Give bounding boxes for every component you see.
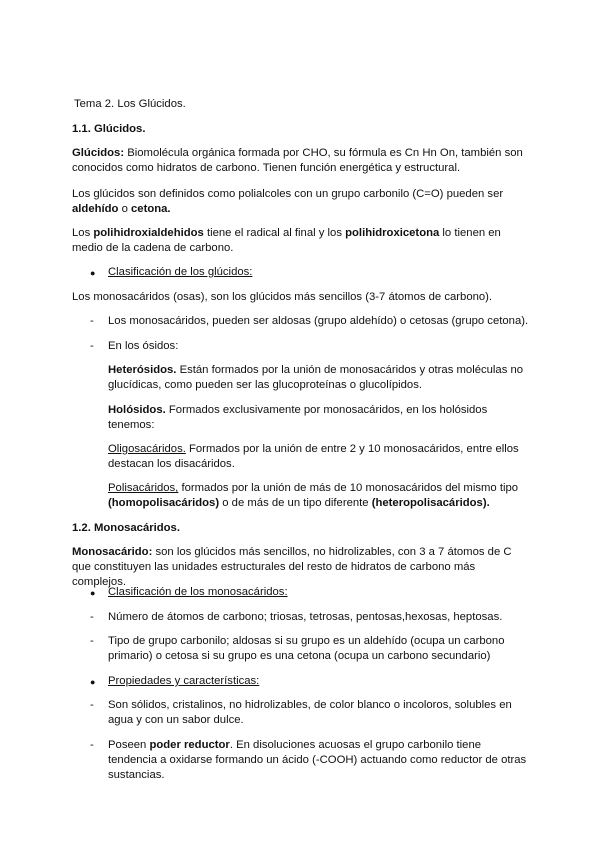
topic-title: Tema 2. Los Glúcidos. [74, 98, 186, 110]
dash-glyph: - [90, 340, 94, 352]
paragraph-holosidos: Holósidos. Formados exclusivamente por monosacáridos, en los holósidos tenemos: [108, 404, 488, 431]
paragraph-monosacaridos-osas: Los monosacáridos (osas), son los glúcidos más sencillos (3-7 átomos de carbono). [72, 291, 493, 303]
dash-glyph: - [90, 739, 94, 751]
dash-item-poder-reductor: Poseen poder reductor. En disoluciones acuosas el grupo carbonilo tiene tendencia a oxidarse formando un ácido (-COOH) actuando como reductor de otras sustancias. [108, 739, 527, 781]
paragraph-heterosidos: Heterósidos. Están formados por la unión de monosacáridos y otras moléculas no glucídicas, como pueden ser las glucoproteínas o glucolípidos. [108, 364, 524, 391]
bullet-propiedades: Propiedades y características: [108, 675, 260, 687]
dash-glyph: - [90, 699, 94, 711]
bullet-clasificacion-glucidos: Clasificación de los glúcidos: [108, 266, 253, 278]
section-heading-2: 1.2. Monosacáridos. [72, 522, 180, 534]
dash-item-solidos: Son sólidos, cristalinos, no hidrolizables, de color blanco o incoloros, solubles en agua y con un sabor dulce. [108, 699, 512, 726]
dash-item-aldosas-cetosas: Los monosacáridos, pueden ser aldosas (grupo aldehído) o cetosas (grupo cetona). [108, 315, 529, 327]
bullet-glyph: ● [90, 268, 96, 278]
bullet-clasificacion-monosacaridos: Clasificación de los monosacáridos: [108, 586, 288, 598]
dash-item-numero-carbonos: Número de átomos de carbono; triosas, tetrosas, pentosas,hexosas, heptosas. [108, 611, 503, 623]
dash-item-grupo-carbonilo: Tipo de grupo carbonilo; aldosas si su grupo es un aldehído (ocupa un carbono primario) o cetosa si su grupo es una cetona (ocupa un carbono secundario) [108, 635, 505, 662]
paragraph-polisacaridos: Polisacáridos, formados por la unión de más de 10 monosacáridos del mismo tipo (homopolisacáridos) o de más de un tipo diferente (heteropolisacáridos). [108, 482, 519, 509]
dash-glyph: - [90, 315, 94, 327]
paragraph-glucidos-definition: Glúcidos: Biomolécula orgánica formada por CHO, su fórmula es Cn Hn On, también son conocidos como hidratos de carbono. Tienen función energética y estructural. [72, 147, 523, 174]
bullet-glyph: ● [90, 677, 96, 687]
paragraph-polialcoles: Los glúcidos son definidos como polialcoles con un grupo carbonilo (C=O) pueden ser aldehído o cetona. [72, 188, 504, 215]
paragraph-oligosacaridos: Oligosacáridos. Formados por la unión de entre 2 y 10 monosacáridos, entre ellos destacan los disacáridos. [108, 443, 519, 470]
dash-item-osidos: En los ósidos: [108, 340, 179, 352]
dash-glyph: - [90, 635, 94, 647]
section-heading-1: 1.1. Glúcidos. [72, 123, 146, 135]
paragraph-monosacarido-definition: Monosacárido: son los glúcidos más sencillos, no hidrolizables, con 3 a 7 átomos de C que constituyen las unidades estructurales del resto de hidratos de carbono más complejos. [72, 546, 512, 588]
dash-glyph: - [90, 611, 94, 623]
bullet-glyph: ● [90, 588, 96, 598]
paragraph-polihidroxi: Los polihidroxialdehidos tiene el radical al final y los polihidroxicetona lo tienen en medio de la cadena de carbono. [72, 227, 501, 254]
